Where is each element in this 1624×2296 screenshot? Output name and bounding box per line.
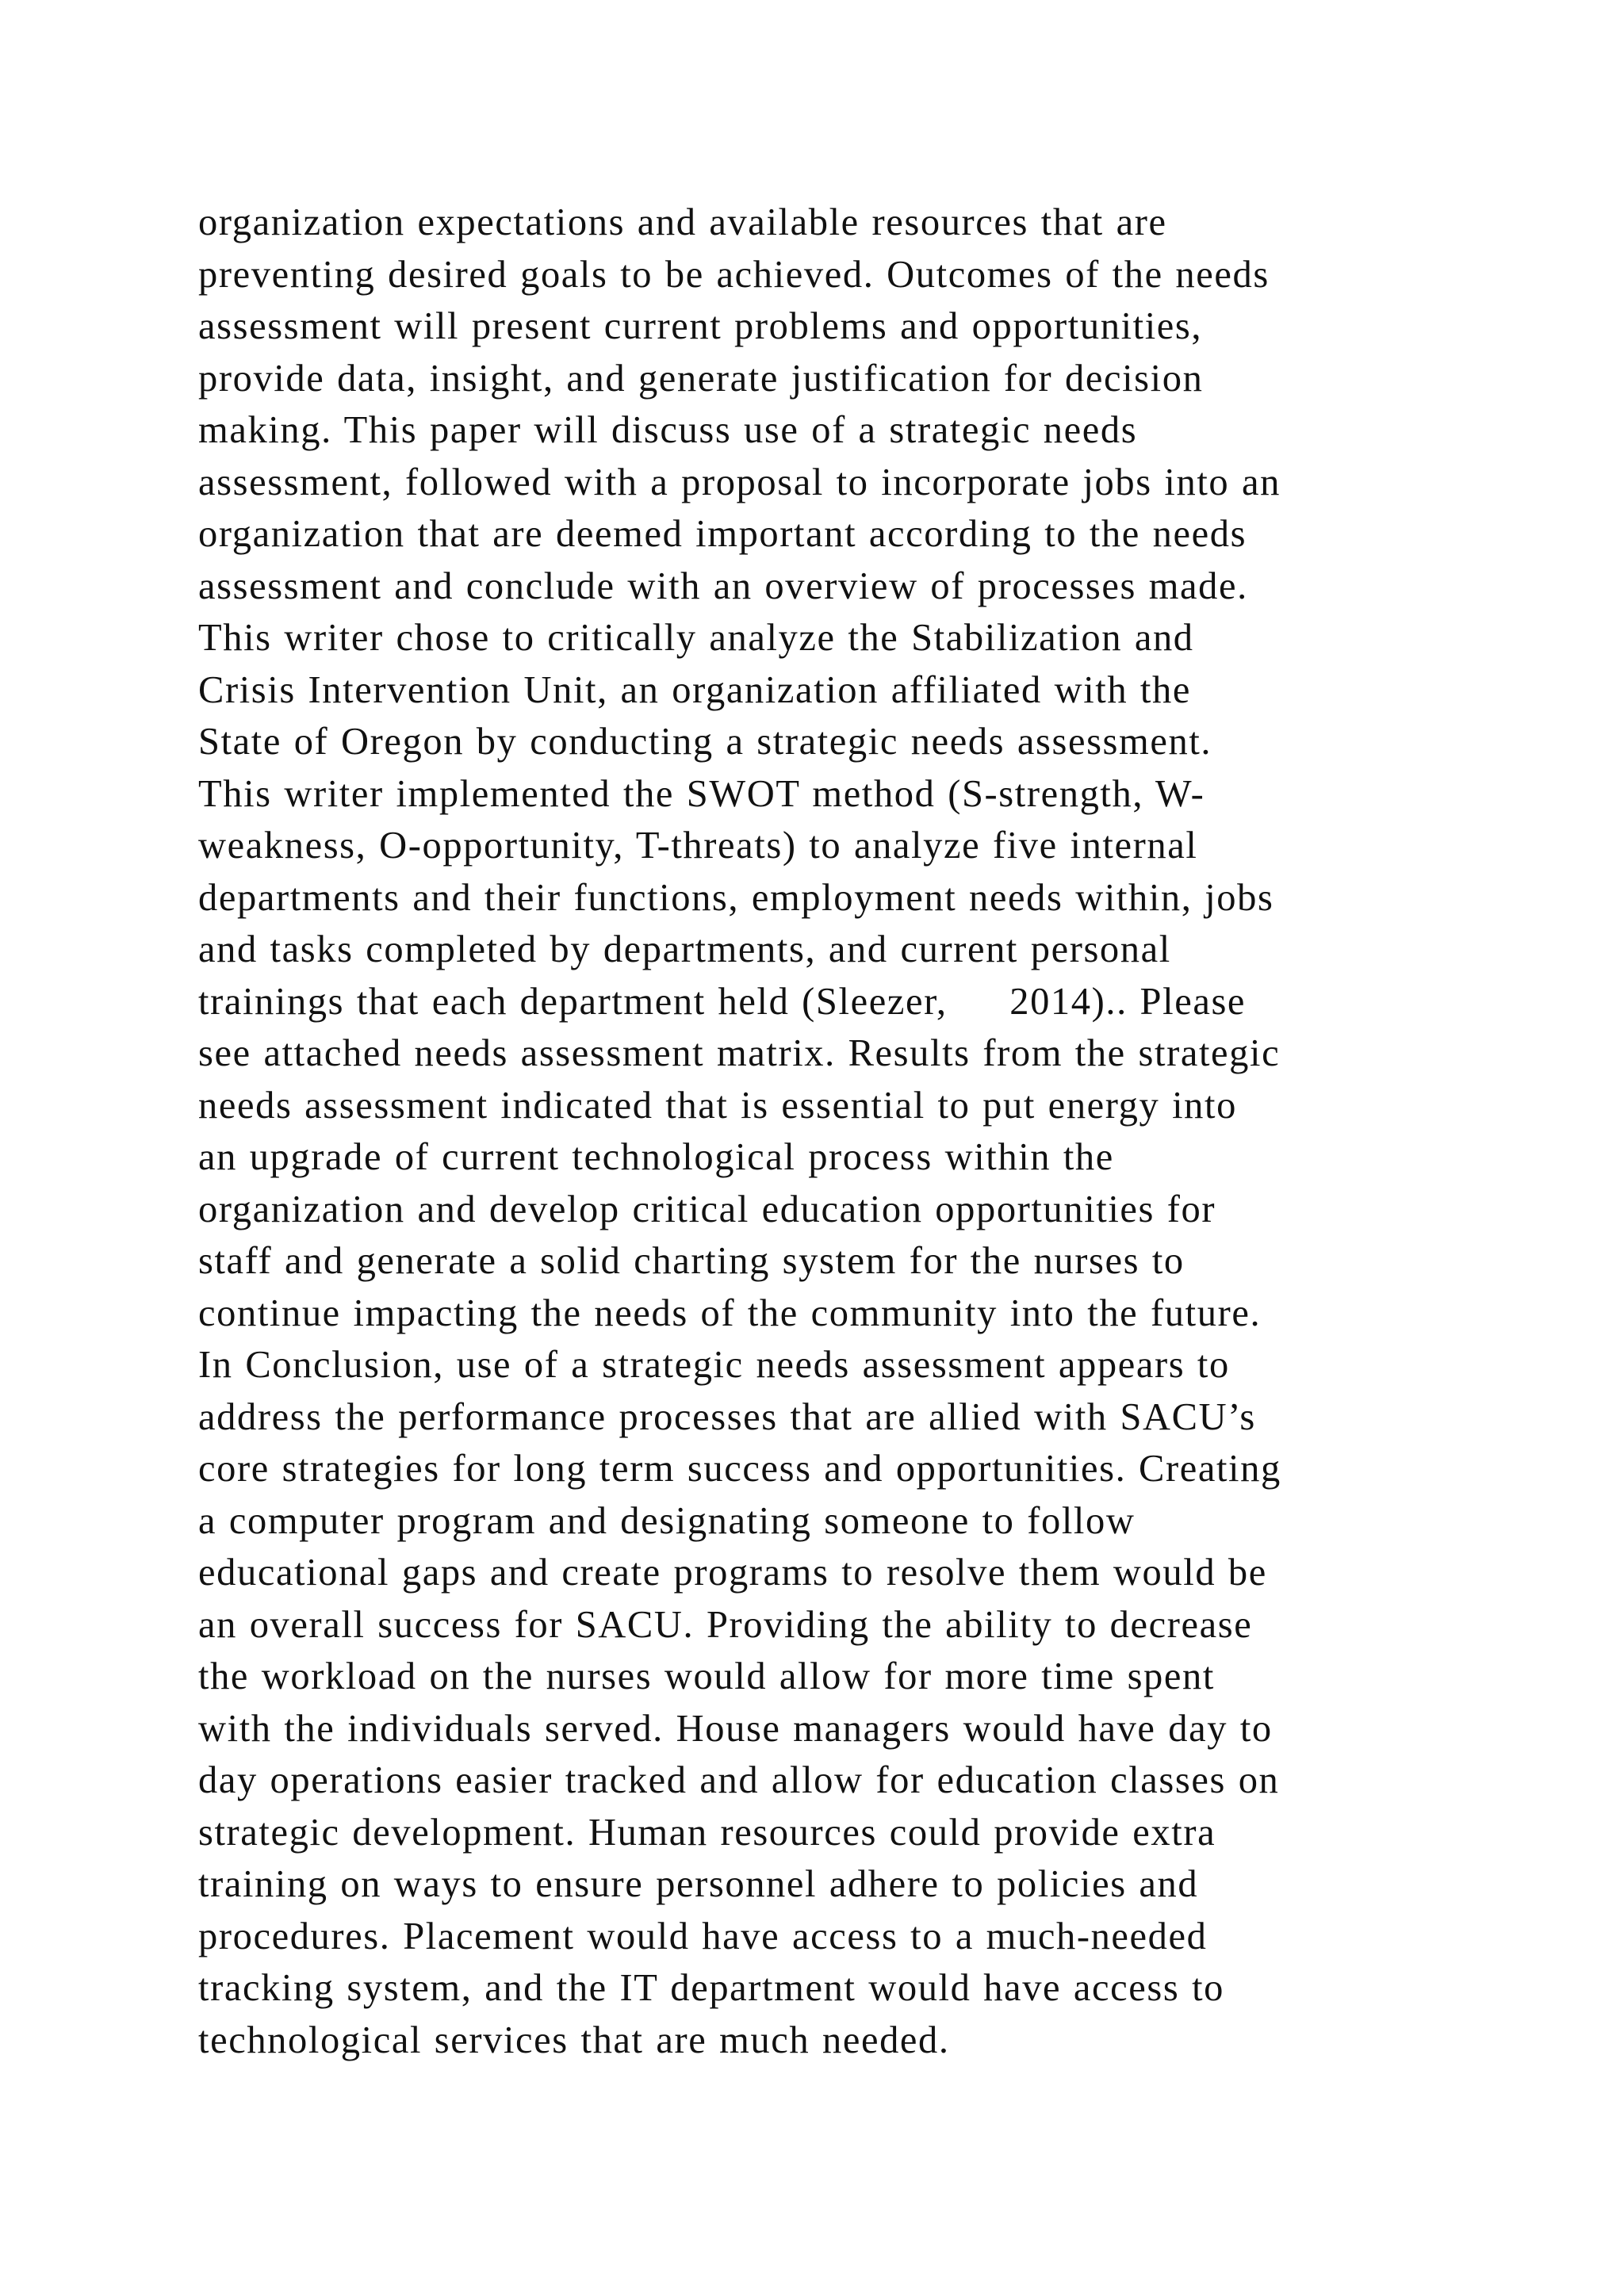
- text-line: continue impacting the needs of the community into the future.: [198, 1292, 1262, 1334]
- text-line: staff and generate a solid charting system for the nurses to: [198, 1240, 1185, 1282]
- text-line: making. This paper will discuss use of a strategic needs: [198, 409, 1138, 451]
- text-line: an upgrade of current technological process within the: [198, 1136, 1114, 1178]
- text-line: training on ways to ensure personnel adhere to policies and: [198, 1863, 1199, 1905]
- text-line: organization that are deemed important according to the needs: [198, 513, 1247, 555]
- text-line: organization and develop critical education opportunities for: [198, 1188, 1216, 1230]
- text-line: organization expectations and available resources that are: [198, 201, 1167, 243]
- text-line: procedures. Placement would have access to a much-needed: [198, 1915, 1208, 1957]
- text-line: tracking system, and the IT department would have access to: [198, 1967, 1224, 2009]
- text-line: see attached needs assessment matrix. Results from the strategic: [198, 1032, 1281, 1074]
- text-line: a computer program and designating someone to follow: [198, 1499, 1136, 1542]
- text-line: departments and their functions, employment needs within, jobs: [198, 876, 1274, 919]
- text-line: technological services that are much needed.: [198, 2019, 950, 2061]
- text-line: core strategies for long term success and opportunities. Creating: [198, 1448, 1281, 1490]
- text-line: educational gaps and create programs to resolve them would be: [198, 1552, 1267, 1594]
- text-line: assessment will present current problems and opportunities,: [198, 305, 1203, 347]
- text-line: needs assessment indicated that is essential to put energy into: [198, 1084, 1237, 1127]
- text-line: an overall success for SACU. Providing the ability to decrease: [198, 1603, 1253, 1646]
- text-line: weakness, O-opportunity, T-threats) to analyze five internal: [198, 825, 1198, 867]
- text-line: assessment and conclude with an overview of processes made.: [198, 564, 1248, 607]
- text-line: trainings that each department held (Sleezer, 2014).. Please: [198, 980, 1247, 1023]
- text-line: provide data, insight, and generate justification for decision: [198, 357, 1204, 400]
- text-line: with the individuals served. House managers would have day to: [198, 1707, 1273, 1750]
- text-line: In Conclusion, use of a strategic needs assessment appears to: [198, 1344, 1230, 1386]
- text-line: preventing desired goals to be achieved. Outcomes of the needs: [198, 253, 1270, 296]
- text-line: and tasks completed by departments, and current personal: [198, 928, 1171, 970]
- text-line: Crisis Intervention Unit, an organization affiliated with the: [198, 668, 1191, 711]
- text-line: State of Oregon by conducting a strategic needs assessment.: [198, 721, 1212, 763]
- body-text: [198, 197, 1467, 2066]
- text-line: address the performance processes that are allied with SACU’s: [198, 1395, 1256, 1438]
- text-line: This writer chose to critically analyze the Stabilization and: [198, 617, 1194, 659]
- text-line: strategic development. Human resources could provide extra: [198, 1811, 1216, 1854]
- text-line: day operations easier tracked and allow for education classes on: [198, 1759, 1280, 1801]
- text-line: This writer implemented the SWOT method (S-strength, W-: [198, 772, 1205, 815]
- text-line: assessment, followed with a proposal to incorporate jobs into an: [198, 461, 1281, 503]
- text-line: the workload on the nurses would allow for more time spent: [198, 1655, 1215, 1697]
